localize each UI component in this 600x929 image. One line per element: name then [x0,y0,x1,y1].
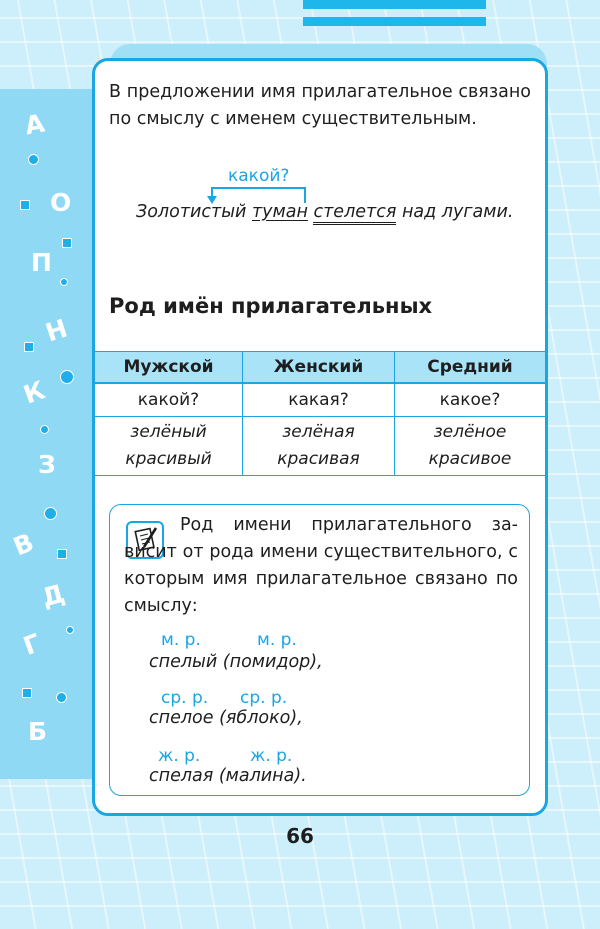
sidebar-letter: Н [42,313,71,348]
decor-dot [60,278,68,286]
example-adjective: спелое [149,708,214,728]
cell-word: зелёная [282,422,355,442]
rule-example [149,766,307,786]
decor-square [57,549,67,559]
example-masculine [95,417,243,476]
example-feminine [243,417,395,476]
sidebar-letter: П [31,248,52,277]
example-noun: (малина). [218,766,307,786]
header-neuter: Средний [395,352,546,384]
gender-mark: ж. р. [250,746,293,766]
example-sentence [136,198,516,226]
decor-dot [56,692,67,703]
decor-square [24,342,34,352]
decor-square [20,200,30,210]
gender-mark: ср. р. [161,688,209,708]
example-verb: стелется [313,202,396,225]
question-feminine: какая? [243,383,395,417]
gender-mark: м. р. [257,630,297,650]
decor-square [62,238,72,248]
gender-mark: м. р. [161,630,201,650]
example-noun: (помидор), [222,652,323,672]
sidebar-letter: О [50,188,72,217]
rule-text [124,512,518,620]
question-masculine: какой? [95,383,243,417]
example-adjective: Золотистый [136,202,247,222]
gender-table [95,351,545,476]
top-stripe-1 [303,0,486,9]
question-neuter: какое? [395,383,546,417]
question-label: какой? [228,166,290,186]
cell-word: красивый [125,449,212,469]
example-adjective: спелая [149,766,214,786]
gender-mark: ж. р. [158,746,201,766]
decor-dot [28,154,39,165]
decor-dot [44,507,57,520]
alphabet-sidebar [0,89,92,779]
table-row [95,383,545,417]
section-title: Род имён прилагательных [109,294,433,318]
example-neuter [395,417,546,476]
decor-dot [66,626,74,634]
page-number: 66 [286,824,314,848]
gender-mark: ср. р. [240,688,288,708]
rule-example [149,708,303,728]
cell-word: красивая [277,449,360,469]
decor-dot [60,370,74,384]
table-row [95,417,545,476]
decor-dot [40,425,49,434]
arrow-top-bar [211,187,306,189]
example-adjective: спелый [149,652,218,672]
cell-word: красивое [428,449,512,469]
sidebar-letter: А [22,108,47,141]
example-noun: (яблоко), [219,708,303,728]
sidebar-letter: Г [19,628,45,661]
decor-square [22,688,32,698]
rule-example [149,652,323,672]
header-masculine: Мужской [95,352,243,384]
intro-text: В предложении имя прилагательное связано по смыслу с именем существительным. [109,82,531,129]
example-rest: над лугами. [401,202,514,222]
rule-text-body: Род имени прилагательного зависит от рода имени существительного, с которым имя прилагательное связано по смыслу: [124,515,518,616]
sidebar-letter: Д [38,578,68,613]
cell-word: зелёный [130,422,207,442]
header-feminine: Женский [243,352,395,384]
sidebar-letter: В [9,527,38,562]
sidebar-letter: З [38,450,56,479]
sidebar-letter: Б [28,717,48,746]
example-noun: туман [251,202,308,222]
table-header-row [95,352,545,384]
top-stripe-2 [303,17,486,26]
cell-word: зелёное [433,422,507,442]
sidebar-letter: К [19,375,49,410]
